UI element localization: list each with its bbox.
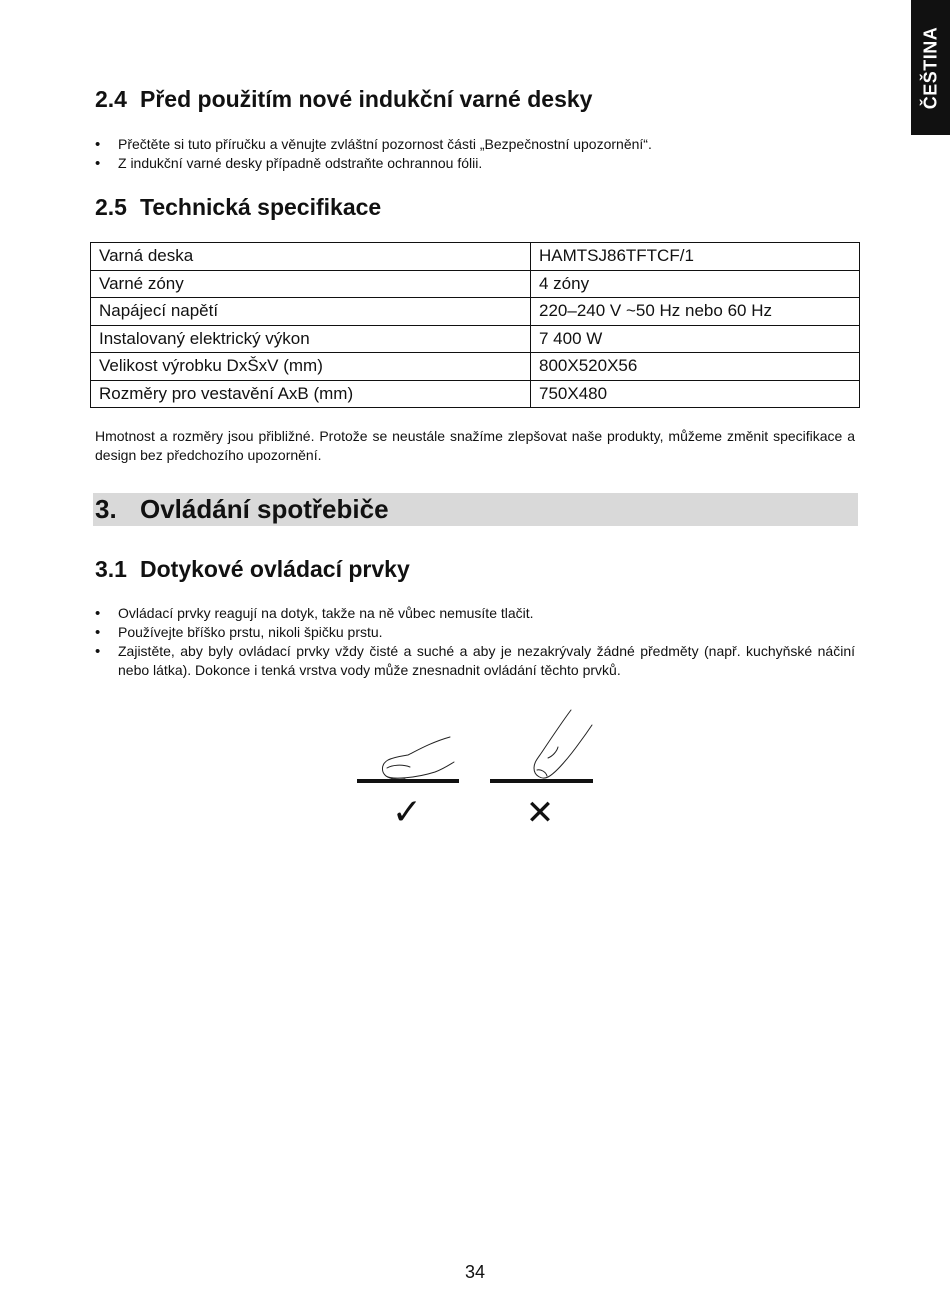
spec-value: 800X520X56: [531, 353, 860, 381]
spec-value: 7 400 W: [531, 325, 860, 353]
table-row: [91, 353, 860, 381]
heading-number: 2.5: [95, 194, 127, 220]
heading-number: 3.: [95, 494, 117, 524]
table-row: [91, 298, 860, 326]
heading-3-1: [95, 556, 410, 583]
language-tab-label: ČEŠTINA: [920, 26, 940, 109]
spec-label: Varné zóny: [91, 270, 531, 298]
spec-label: Instalovaný elektrický výkon: [91, 325, 531, 353]
spec-label: Rozměry pro vestavění AxB (mm): [91, 380, 531, 408]
finger-touch-illustration: [350, 700, 600, 835]
spec-note: Hmotnost a rozměry jsou přibližné. Protože se neustále snažíme zlepšovat naše produkty, můžeme změnit specifikace a design bez předchozího upozornění.: [95, 428, 855, 463]
heading-title: Technická specifikace: [140, 194, 382, 220]
table-row: [91, 380, 860, 408]
heading-title: Před použitím nové indukční varné desky: [140, 86, 593, 112]
table-row: [91, 270, 860, 298]
spec-table: [90, 242, 860, 408]
section-3-bar: [93, 493, 858, 526]
heading-3: [95, 494, 389, 525]
heading-2-5: [95, 194, 381, 221]
spec-label: Varná deska: [91, 243, 531, 271]
spec-value: 220–240 V ~50 Hz nebo 60 Hz: [531, 298, 860, 326]
finger-flat-icon: [382, 737, 454, 779]
heading-number: 3.1: [95, 556, 127, 582]
check-icon: ✓: [391, 792, 423, 833]
list-item: • Přečtěte si tuto příručku a věnujte zvláštní pozornost části „Bezpečnostní upozornění“.: [95, 135, 855, 154]
page-number: 34: [464, 1262, 486, 1282]
table-row: [91, 325, 860, 353]
heading-number: 2.4: [95, 86, 127, 112]
heading-title: Dotykové ovládací prvky: [140, 556, 410, 582]
list-item: • Používejte bříško prstu, nikoli špičku prstu.: [95, 623, 855, 642]
heading-2-4: [95, 86, 592, 113]
spec-label: Velikost výrobku DxŠxV (mm): [91, 353, 531, 381]
heading-title: Ovládání spotřebiče: [140, 494, 389, 524]
spec-value: HAMTSJ86TFTCF/1: [531, 243, 860, 271]
table-row: [91, 243, 860, 271]
list-item: • Z indukční varné desky případně odstraňte ochrannou fólii.: [95, 154, 855, 173]
bullet-list-2-4: [95, 135, 855, 173]
spec-label: Napájecí napětí: [91, 298, 531, 326]
cross-icon: ✕: [525, 793, 555, 833]
language-tab: [911, 0, 950, 135]
spec-value: 4 zóny: [531, 270, 860, 298]
list-item: • Ovládací prvky reagují na dotyk, takže na ně vůbec nemusíte tlačit.: [95, 604, 855, 623]
touch-illustration: [350, 700, 600, 835]
finger-tip-icon: [534, 710, 592, 778]
list-item: • Zajistěte, aby byly ovládací prvky vždy čisté a suché a aby je nezakrývaly žádné předměty (např. kuchyňské náčiní nebo látka). Dokonce i tenká vrstva vody může znesnadnit ovládání těchto prvků.: [95, 642, 855, 680]
spec-value: 750X480: [531, 380, 860, 408]
bullet-list-3-1: [95, 604, 855, 680]
